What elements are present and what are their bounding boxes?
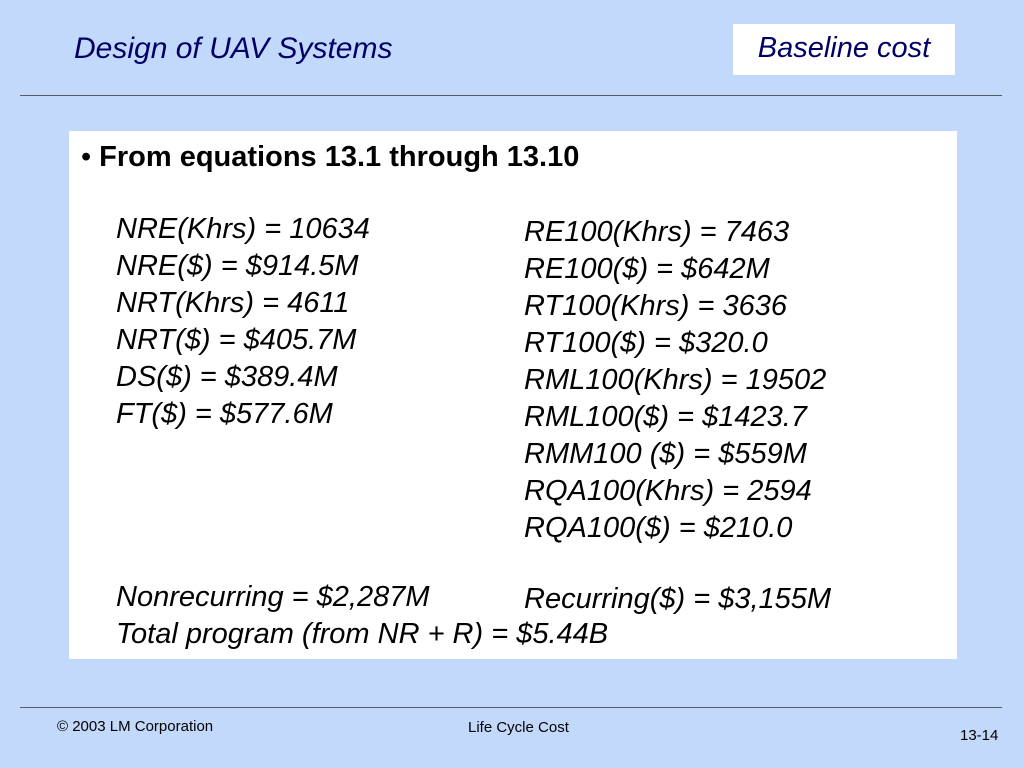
recurring-total: Recurring($) = $3,155M — [524, 583, 832, 615]
list-item: RMM100 ($) = $559M — [524, 438, 807, 470]
list-item: FT($) = $577.6M — [116, 398, 333, 430]
nonrecurring-list — [116, 211, 370, 433]
nonrecurring-total: Nonrecurring = $2,287M — [116, 581, 430, 613]
list-item: RE100(Khrs) = 7463 — [524, 216, 790, 248]
bullet-heading — [81, 141, 579, 174]
list-item: NRT($) = $405.7M — [116, 324, 357, 356]
list-item: RML100($) = $1423.7 — [524, 401, 807, 433]
section-label-box — [733, 24, 955, 75]
page-number: 13-14 — [960, 727, 999, 744]
list-item: RML100(Khrs) = 19502 — [524, 364, 827, 396]
program-total: Total program (from NR + R) = $5.44B — [116, 618, 609, 650]
footer-topic: Life Cycle Cost — [468, 719, 569, 736]
section-label: Baseline cost — [757, 32, 931, 64]
list-item: RQA100($) = $210.0 — [524, 512, 793, 544]
recurring-list — [524, 214, 826, 547]
list-item: RQA100(Khrs) = 2594 — [524, 475, 812, 507]
footer-copyright: © 2003 LM Corporation — [57, 718, 214, 735]
list-item: RE100($) = $642M — [524, 253, 770, 285]
heading-text: From equations 13.1 through 13.10 — [99, 141, 580, 173]
slide-title: Design of UAV Systems — [74, 32, 393, 65]
list-item: RT100(Khrs) = 3636 — [524, 290, 788, 322]
header-divider — [20, 95, 1002, 96]
list-item: NRE($) = $914.5M — [116, 250, 359, 282]
list-item: DS($) = $389.4M — [116, 361, 338, 393]
list-item: NRE(Khrs) = 10634 — [116, 213, 370, 245]
content-panel — [69, 131, 957, 659]
footer-divider — [20, 707, 1002, 708]
bullet-icon: • — [81, 141, 92, 173]
list-item: RT100($) = $320.0 — [524, 327, 768, 359]
list-item: NRT(Khrs) = 4611 — [116, 287, 350, 319]
